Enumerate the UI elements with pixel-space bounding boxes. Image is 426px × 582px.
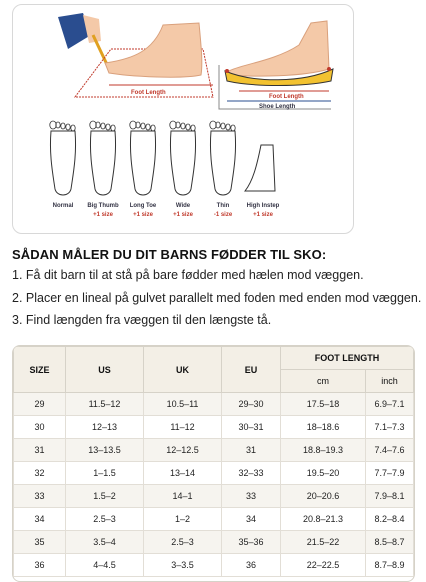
cell-uk: 1–2 — [144, 508, 222, 531]
cell-eu: 30–31 — [222, 416, 281, 439]
toe-icon — [61, 123, 65, 129]
foot-type-name: Thin — [216, 203, 230, 209]
cell-inch: 7.1–7.3 — [366, 416, 414, 439]
cell-us: 11.5–12 — [66, 393, 144, 416]
size-chart-table — [12, 345, 415, 582]
cell-us: 1.5–2 — [66, 485, 144, 508]
measuring-heading: SÅDAN MÅLER DU DIT BARNS FØDDER TIL SKO: — [12, 247, 327, 262]
toe-icon — [170, 121, 176, 129]
table-row — [14, 416, 414, 439]
toe-icon — [71, 125, 75, 131]
header-size: SIZE — [14, 347, 66, 393]
cell-us: 13–13.5 — [66, 439, 144, 462]
cell-size: 33 — [14, 485, 66, 508]
cell-inch: 8.7–8.9 — [366, 554, 414, 577]
table-row — [14, 462, 414, 485]
table-row — [14, 439, 414, 462]
foot-outline-icon — [170, 131, 195, 195]
cell-eu: 35–36 — [222, 531, 281, 554]
cell-eu: 33 — [222, 485, 281, 508]
foot-type-adjust: +1 size — [173, 212, 193, 218]
table-row — [14, 531, 414, 554]
cell-eu: 36 — [222, 554, 281, 577]
table-row — [14, 485, 414, 508]
toe-icon — [186, 124, 190, 130]
instruction-step-2: 2. Placer en lineal på gulvet parallelt med foden med enden mod væggen. — [12, 291, 422, 305]
table-row — [14, 554, 414, 577]
header-foot-length: FOOT LENGTH — [281, 347, 414, 370]
cell-uk: 11–12 — [144, 416, 222, 439]
foot-type-5 — [245, 145, 280, 218]
toe-icon — [231, 125, 235, 131]
cell-size: 34 — [14, 508, 66, 531]
toe-icon — [210, 121, 216, 129]
cell-us: 2.5–3 — [66, 508, 144, 531]
shoe-length-label: Shoe Length — [259, 104, 296, 110]
foot-type-name: Normal — [52, 203, 74, 209]
cell-cm: 17.5–18 — [281, 393, 366, 416]
instruction-step-3: 3. Find længden fra væggen til den længste tå. — [12, 313, 272, 327]
cell-cm: 20–20.6 — [281, 485, 366, 508]
cell-uk: 3–3.5 — [144, 554, 222, 577]
toe-icon — [146, 124, 150, 130]
foot-outline-icon — [130, 131, 155, 195]
foot-type-0 — [50, 121, 76, 209]
foot-left-icon — [105, 23, 202, 77]
toe-icon — [66, 124, 70, 130]
toe-icon — [50, 121, 56, 129]
instruction-step-1: 1. Få dit barn til at stå på bare fødder med hælen mod væggen. — [12, 268, 364, 282]
foot-type-1 — [87, 121, 119, 218]
measuring-diagram — [13, 5, 353, 233]
cell-us: 12–13 — [66, 416, 144, 439]
cell-inch: 7.4–7.6 — [366, 439, 414, 462]
measuring-illustration — [12, 4, 354, 234]
toe-icon — [181, 123, 185, 129]
toe-icon — [226, 124, 230, 130]
table-row — [14, 508, 414, 531]
cell-inch: 8.2–8.4 — [366, 508, 414, 531]
cell-inch: 7.7–7.9 — [366, 462, 414, 485]
header-us: US — [66, 347, 144, 393]
cell-us: 1–1.5 — [66, 462, 144, 485]
foot-outline-icon — [50, 131, 75, 195]
cell-size: 35 — [14, 531, 66, 554]
cell-size: 36 — [14, 554, 66, 577]
foot-type-name: Big Thumb — [87, 203, 119, 209]
cell-uk: 10.5–11 — [144, 393, 222, 416]
high-instep-foot-icon — [245, 145, 275, 191]
cell-us: 3.5–4 — [66, 531, 144, 554]
foot-type-name: Long Toe — [129, 203, 157, 209]
foot-type-adjust: +1 size — [133, 212, 153, 218]
header-eu: EU — [222, 347, 281, 393]
header-uk: UK — [144, 347, 222, 393]
foot-type-adjust: +1 size — [93, 212, 113, 218]
toe-icon — [111, 125, 115, 131]
toe-icon — [130, 121, 136, 129]
foot-type-name: Wide — [175, 203, 191, 209]
cell-cm: 19.5–20 — [281, 462, 366, 485]
header-cm: cm — [281, 370, 366, 393]
cell-uk: 12–12.5 — [144, 439, 222, 462]
cell-cm: 21.5–22 — [281, 531, 366, 554]
cell-uk: 13–14 — [144, 462, 222, 485]
toe-icon — [191, 125, 195, 131]
cell-uk: 2.5–3 — [144, 531, 222, 554]
toe-icon — [101, 123, 105, 129]
foot-type-3 — [170, 121, 196, 218]
table-row — [14, 393, 414, 416]
cell-size: 31 — [14, 439, 66, 462]
cell-uk: 14–1 — [144, 485, 222, 508]
foot-outline-icon — [210, 131, 235, 195]
foot-outline-icon — [90, 131, 115, 195]
foot-type-name: High Instep — [246, 203, 280, 209]
foot-types-row — [50, 121, 280, 218]
toe-icon — [151, 125, 155, 131]
foot-length-label-1: Foot Length — [131, 90, 166, 96]
cell-inch: 6.9–7.1 — [366, 393, 414, 416]
cell-cm: 22–22.5 — [281, 554, 366, 577]
cell-inch: 8.5–8.7 — [366, 531, 414, 554]
cell-eu: 34 — [222, 508, 281, 531]
cell-eu: 32–33 — [222, 462, 281, 485]
toe-icon — [90, 121, 96, 129]
foot-type-adjust: -1 size — [213, 212, 233, 218]
cell-size: 32 — [14, 462, 66, 485]
header-inch: inch — [366, 370, 414, 393]
cell-cm: 18.8–19.3 — [281, 439, 366, 462]
cell-eu: 31 — [222, 439, 281, 462]
cell-size: 29 — [14, 393, 66, 416]
cell-size: 30 — [14, 416, 66, 439]
foot-type-4 — [210, 121, 236, 218]
size-table-body — [14, 393, 414, 577]
foot-type-2 — [130, 121, 157, 218]
cell-cm: 18–18.6 — [281, 416, 366, 439]
cell-eu: 29–30 — [222, 393, 281, 416]
cell-inch: 7.9–8.1 — [366, 485, 414, 508]
shoe-diagram — [219, 21, 333, 110]
toe-icon — [106, 124, 110, 130]
foot-type-adjust: +1 size — [253, 212, 273, 218]
pencil-hand-icon — [58, 13, 111, 73]
cell-us: 4–4.5 — [66, 554, 144, 577]
toe-icon — [141, 123, 145, 129]
toe-icon — [221, 123, 225, 129]
cell-cm: 20.8–21.3 — [281, 508, 366, 531]
foot-length-label-2: Foot Length — [269, 94, 304, 100]
